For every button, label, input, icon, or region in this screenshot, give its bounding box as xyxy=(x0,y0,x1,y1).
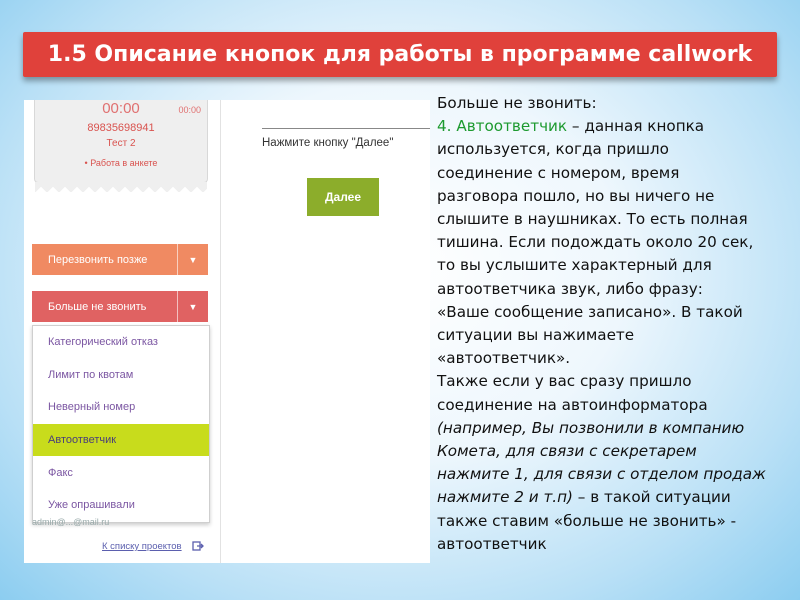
prompt-text: Нажмите кнопку "Далее" xyxy=(262,137,394,149)
desc-line: слышите в наушниках. То есть полная xyxy=(437,210,748,229)
menu-item-quota-limit[interactable]: Лимит по квотам xyxy=(48,368,134,381)
desc-line: Также если у вас сразу пришло xyxy=(437,372,692,391)
desc-line-italic: Комета, для связи с секретарем xyxy=(437,442,697,461)
desc-line: ситуации вы нажимаете xyxy=(437,326,635,345)
desc-line: также ставим «больше не звонить» - xyxy=(437,511,737,530)
desc-line-italic: нажмите 1, для связи с отделом продаж xyxy=(437,465,766,484)
desc-line: тишина. Если подождать около 20 сек, xyxy=(437,233,754,252)
desc-line: «автоответчик». xyxy=(437,349,571,368)
exit-icon[interactable] xyxy=(192,540,204,552)
desc-line-rest: – данная кнопка xyxy=(567,117,705,136)
email-text: admin@...@mail.ru xyxy=(32,517,110,527)
answering-machine-label: 4. Автоответчик xyxy=(437,117,568,136)
menu-item-fax[interactable]: Факс xyxy=(48,466,73,479)
desc-line: соединение на автоинформатора xyxy=(437,395,708,414)
desc-heading: Больше не звонить: xyxy=(437,94,597,112)
desc-line: то вы услышите характерный для xyxy=(437,256,712,275)
desc-line: автоответчик xyxy=(437,534,547,553)
do-not-call-label: Больше не звонить xyxy=(48,300,147,313)
desc-line-italic: (например, Вы позвонили в компанию xyxy=(437,418,745,437)
chevron-down-icon[interactable]: ▼ xyxy=(177,291,208,322)
projects-link[interactable]: К списку проектов xyxy=(102,541,182,552)
callback-later-label: Перезвонить позже xyxy=(48,253,148,266)
menu-item-answering-machine[interactable]: Автоответчик xyxy=(33,424,209,457)
desc-line: используется, когда пришло xyxy=(437,140,669,159)
next-button[interactable]: Далее xyxy=(307,178,379,216)
menu-item-already-surveyed[interactable]: Уже опрашивали xyxy=(48,499,135,512)
desc-line xyxy=(437,486,799,509)
slide-title: 1.5 Описание кнопок для работы в программе callwork xyxy=(23,32,777,77)
do-not-call-menu xyxy=(32,325,210,523)
call-contact-name: Тест 2 xyxy=(106,138,136,149)
call-status: • Работа в анкете xyxy=(84,158,158,168)
menu-item-wrong-number[interactable]: Неверный номер xyxy=(48,401,136,414)
menu-item-refusal[interactable]: Категорический отказ xyxy=(48,336,158,349)
desc-line: «Ваше сообщение записано». В такой xyxy=(437,302,743,321)
call-timer: 00:00 xyxy=(102,100,140,117)
desc-line: соединение с номером, время xyxy=(437,163,680,182)
call-card xyxy=(34,100,208,183)
desc-line-rest: – в такой ситуации xyxy=(572,488,731,507)
chevron-down-icon[interactable]: ▼ xyxy=(177,244,208,275)
desc-line: автоответчика звук, либо фразу: xyxy=(437,279,703,298)
left-panel xyxy=(24,100,220,563)
call-timer-small: 00:00 xyxy=(178,105,201,115)
callback-later-button[interactable] xyxy=(32,244,208,275)
prompt-line xyxy=(262,128,430,129)
callwork-screenshot xyxy=(24,100,430,563)
desc-italic-part: нажмите 2 и т.п) xyxy=(437,488,573,507)
desc-line xyxy=(437,115,799,138)
do-not-call-button[interactable] xyxy=(32,291,208,322)
divider xyxy=(220,100,221,563)
desc-line: разговора пошло, но вы ничего не xyxy=(437,186,715,205)
description-text xyxy=(437,92,799,556)
call-phone-number: 89835698941 xyxy=(87,122,155,134)
